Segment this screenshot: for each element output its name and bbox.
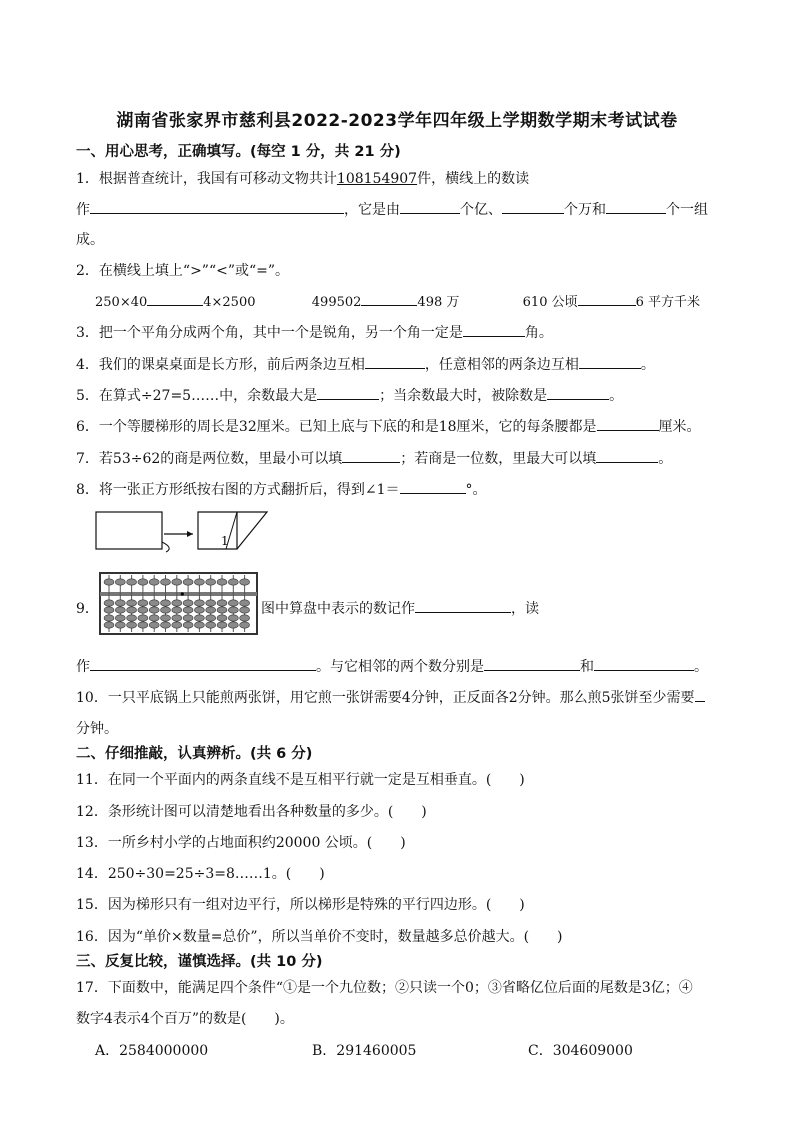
abacus-bead	[206, 579, 216, 585]
abacus-bead	[138, 579, 148, 585]
abacus-bead	[127, 607, 137, 613]
q1-number: 108154907	[336, 171, 418, 187]
option-b[interactable]: B．291460005	[312, 1043, 417, 1059]
abacus-bead	[217, 579, 227, 585]
angle-1-label: 1	[221, 534, 229, 548]
abacus-bead	[138, 600, 148, 606]
answer-blank[interactable]	[463, 322, 525, 337]
abacus-bead	[104, 615, 114, 621]
abacus-bead	[104, 600, 114, 606]
abacus-bead	[217, 607, 227, 613]
abacus-bead	[115, 579, 125, 585]
abacus-bead	[240, 607, 250, 613]
abacus-bead	[194, 607, 204, 613]
abacus-bead	[183, 615, 193, 621]
answer-blank[interactable]	[365, 354, 425, 369]
question-1-line-3: 成。	[76, 232, 104, 248]
question-6: 6．一个等腰梯形的周长是32厘米。已知上底与下底的和是18厘米，它的每条腰都是 厘米。	[76, 416, 749, 436]
option-a[interactable]: A．2584000000	[95, 1043, 209, 1059]
question-4: 4．我们的课桌桌面是长方形，前后两条边互相 ，任意相邻的两条边互相 。	[76, 354, 749, 374]
answer-blank[interactable]	[578, 291, 636, 306]
abacus-bead	[161, 579, 171, 585]
abacus-bead	[161, 615, 171, 621]
question-9-line-2: 作 。与它相邻的两个数分别是 和 。	[76, 656, 749, 676]
answer-blank[interactable]	[415, 598, 511, 613]
answer-blank[interactable]	[147, 291, 203, 306]
abacus-bead	[172, 579, 182, 585]
abacus-bead	[127, 615, 137, 621]
answer-blank[interactable]	[317, 385, 379, 400]
abacus-bead	[127, 579, 137, 585]
question-16: 16．因为“单价×数量=总价”，所以当单价不变时，数量越多总价越大。( )	[76, 929, 563, 945]
answer-blank[interactable]	[547, 385, 609, 400]
abacus-bead	[183, 607, 193, 613]
abacus-bead	[206, 607, 216, 613]
abacus-bead	[194, 600, 204, 606]
page-title: 湖南省张家界市慈利县2022-2023学年四年级上学期数学期末考试试卷	[116, 111, 678, 131]
abacus-bead	[206, 615, 216, 621]
question-2-items: 250×40 4×2500 499502 498 万 610 公顷 6 平方千米	[95, 291, 749, 310]
answer-blank[interactable]	[597, 416, 659, 431]
abacus-bead	[161, 622, 171, 628]
question-17-line-2: 数字4表示4个百万”的数是( )。	[76, 1011, 294, 1027]
square-paper	[96, 512, 162, 549]
abacus-bead	[217, 600, 227, 606]
abacus-bead	[138, 607, 148, 613]
abacus-bead	[240, 600, 250, 606]
abacus-bead	[194, 622, 204, 628]
question-12: 12．条形统计图可以清楚地看出各种数量的多少。( )	[76, 804, 427, 820]
answer-blank[interactable]	[400, 199, 460, 214]
question-7: 7．若53÷62的商是两位数，里最小可以填 ；若商是一位数，里最大可以填 。	[76, 448, 749, 468]
section-2-heading: 二、仔细推敲，认真辨析。(共 6 分)	[76, 746, 313, 762]
abacus-bead	[172, 600, 182, 606]
abacus-bead	[228, 607, 238, 613]
abacus-image	[99, 572, 259, 636]
question-1-line-2: 作 ，它是由 个亿、 个万和 个一组	[76, 199, 749, 219]
abacus-bead	[194, 579, 204, 585]
abacus-bead	[217, 615, 227, 621]
answer-blank[interactable]	[90, 199, 344, 214]
abacus-bead	[104, 579, 114, 585]
abacus-bead	[217, 622, 227, 628]
question-10-line-2: 分钟。	[76, 721, 118, 737]
question-9-number: 9．	[76, 601, 99, 617]
abacus-bead	[183, 622, 193, 628]
abacus-bead	[206, 600, 216, 606]
answer-blank[interactable]	[596, 448, 658, 463]
answer-blank[interactable]	[400, 479, 466, 494]
abacus-bead	[104, 607, 114, 613]
abacus-bead	[228, 600, 238, 606]
abacus-bead	[127, 622, 137, 628]
question-8: 8．将一张正方形纸按右图的方式翻折后，得到∠1＝ °。	[76, 479, 749, 499]
section-1-heading: 一、用心思考，正确填写。(每空 1 分，共 21 分)	[76, 144, 401, 160]
answer-blank[interactable]	[579, 354, 641, 369]
abacus-bead	[240, 622, 250, 628]
option-c[interactable]: C．304609000	[528, 1043, 633, 1059]
abacus-bead	[115, 622, 125, 628]
paper-fold-figure	[92, 508, 272, 556]
abacus-bead	[172, 622, 182, 628]
question-14: 14．250÷30=25÷3=8……1。( )	[76, 866, 325, 882]
abacus-bead	[149, 600, 159, 606]
question-5: 5．在算式÷27=5……中，余数最大是 ；当余数最大时，被除数是 。	[76, 385, 749, 405]
abacus-bead	[149, 615, 159, 621]
question-13: 13．一所乡村小学的占地面积约20000 公顷。( )	[76, 835, 406, 851]
abacus-bead	[138, 615, 148, 621]
fold-flap	[237, 512, 267, 549]
answer-blank[interactable]	[695, 687, 705, 702]
abacus-bead	[228, 579, 238, 585]
answer-blank[interactable]	[502, 199, 564, 214]
abacus-bead	[115, 600, 125, 606]
abacus-bead	[149, 622, 159, 628]
abacus-bead	[104, 622, 114, 628]
abacus-bead	[161, 607, 171, 613]
answer-blank[interactable]	[484, 656, 580, 671]
section-3-heading: 三、反复比较，谨慎选择。(共 10 分)	[76, 954, 323, 970]
answer-blank[interactable]	[90, 656, 316, 671]
abacus-unit-dot	[181, 592, 184, 595]
question-10-line-1: 10．一只平底锅上只能煎两张饼，用它煎一张饼需要4分钟，正反面各2分钟。那么煎5张饼至少需要	[76, 687, 749, 707]
abacus-bead	[149, 607, 159, 613]
abacus-bead	[194, 615, 204, 621]
abacus-bead	[161, 600, 171, 606]
abacus-bead	[172, 607, 182, 613]
abacus-bead	[183, 579, 193, 585]
abacus-bead	[149, 579, 159, 585]
question-1-line-1: 1．根据普查统计，我国有可移动文物共计108154907件，横线上的数读	[76, 171, 530, 187]
abacus-bead	[172, 615, 182, 621]
abacus-bead	[228, 615, 238, 621]
question-11: 11．在同一个平面内的两条直线不是互相平行就一定是互相垂直。( )	[76, 772, 525, 788]
fold-curl-icon	[162, 542, 169, 552]
question-17-line-1: 17．下面数中，能满足四个条件“①是一个九位数；②只读一个0；③省略亿位后面的尾数是3亿；④	[76, 980, 693, 996]
question-2: 2．在横线上填上“>”“<”或“=”。	[76, 263, 290, 279]
abacus-bead	[206, 622, 216, 628]
answer-blank[interactable]	[361, 291, 417, 306]
abacus-bead	[138, 622, 148, 628]
abacus-bead	[240, 615, 250, 621]
abacus-bead	[228, 622, 238, 628]
question-15: 15．因为梯形只有一组对边平行，所以梯形是特殊的平行四边形。( )	[76, 897, 525, 913]
abacus-bead	[183, 600, 193, 606]
abacus-bead	[115, 607, 125, 613]
arrow-head-icon	[187, 531, 193, 537]
answer-blank[interactable]	[594, 656, 694, 671]
abacus-bead	[240, 579, 250, 585]
answer-blank[interactable]	[342, 448, 400, 463]
answer-blank[interactable]	[606, 199, 666, 214]
abacus-bead	[115, 615, 125, 621]
question-9-line-1: 图中算盘中表示的数记作 ，读	[261, 598, 749, 618]
abacus-bead	[127, 600, 137, 606]
question-3: 3．把一个平角分成两个角，其中一个是锐角，另一个角一定是 角。	[76, 322, 749, 342]
